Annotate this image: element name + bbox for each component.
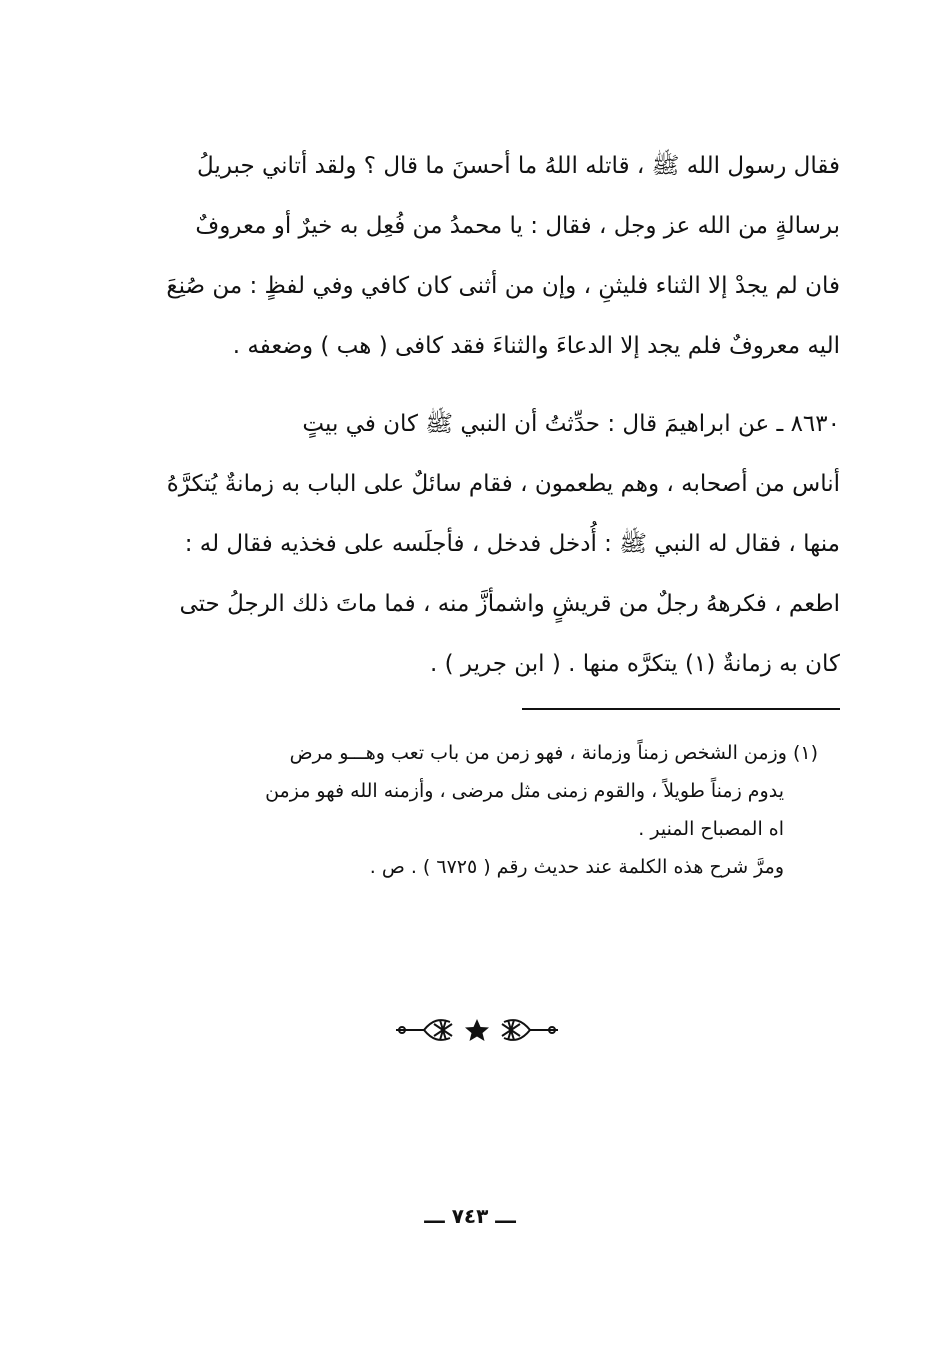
- text-line: أناس من أصحابه ، وهم يطعمون ، فقام سائلٌ على الباب به زمانةٌ يُتكرَّهُ: [166, 471, 840, 497]
- footnotes: [128, 734, 818, 886]
- text-line: فقال رسول الله ﷺ ، قاتله اللهُ ما أحسنَ ما قال ؟ ولقد أتاني جبريلُ: [197, 153, 840, 179]
- page-number: ـــ ٧٤٣ ـــ: [424, 1204, 516, 1228]
- footnote-line: اه المصباح المنير .: [638, 818, 784, 840]
- text-line: كان به زمانةٌ (١) يتكرَّه منها . ( ابن جرير ) .: [430, 651, 840, 677]
- text-line: فان لم يجدْ إلا الثناء فليثنِ ، وإن من أثنى كان كافي وفي لفظٍ : من صُنِعَ: [166, 273, 840, 299]
- footnote-divider: [522, 708, 840, 710]
- text-line: اليه معروفٌ فلم يجد إلا الدعاءَ والثناءَ فقد كافى ( هب ) وضعفه .: [232, 333, 840, 359]
- footnote-line: (١) وزمن الشخص زمناً وزمانة ، فهو زمن من باب تعب وهـــو مرض: [289, 742, 818, 764]
- text-line: منها ، فقال له النبي ﷺ : أُدخل فدخل ، فأجلَسه على فخذيه فقال له :: [184, 531, 840, 557]
- paragraph-1: [128, 136, 840, 376]
- text-line: ٨٦٣٠ ـ عن ابراهيمَ قال : حدِّثتُ أن النبي ﷺ كان في بيتٍ: [302, 411, 840, 437]
- paragraph-2: [128, 394, 840, 694]
- footnote-line: يدوم زمناً طويلاً ، والقوم زمنى مثل مرضى ، وأزمنه الله فهو مزمن: [265, 780, 784, 802]
- star-ornament-icon: [394, 1010, 560, 1050]
- footnote-line: ومرَّ شرح هذه الكلمة عند حديث رقم ( ٦٧٢٥ ) . ص .: [369, 856, 784, 878]
- text-line: برسالةٍ من الله عز وجل ، فقال : يا محمدُ من فُعِل به خيرٌ أو معروفٌ: [195, 213, 840, 239]
- text-line: اطعم ، فكرههُ رجلٌ من قريشٍ واشمأزَّ منه ، فما ماتَ ذلك الرجلُ حتى: [179, 591, 840, 617]
